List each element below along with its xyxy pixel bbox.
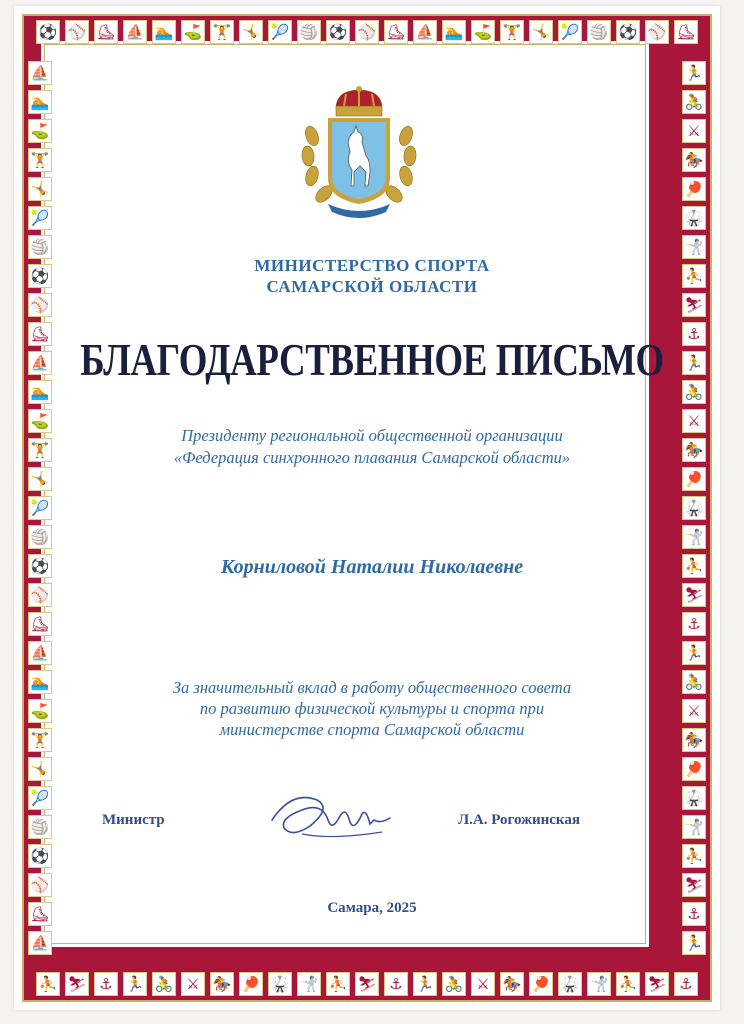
sport-pictogram-icon: ⛷ [355, 972, 379, 996]
sport-pictogram-icon: 🤺 [682, 525, 706, 549]
sport-pictogram-icon: ⛹ [326, 972, 350, 996]
sport-pictogram-icon: 🏊 [28, 90, 52, 114]
sport-pictogram-icon: ⚾ [28, 293, 52, 317]
sport-pictogram-icon: ⚓ [682, 322, 706, 346]
sport-pictogram-icon: 🥋 [682, 206, 706, 230]
sport-pictogram-icon: ⛷ [682, 583, 706, 607]
sport-pictogram-icon: 🏃 [682, 351, 706, 375]
sport-pictogram-icon: ⚔ [682, 699, 706, 723]
sport-pictogram-icon: ⛸ [94, 20, 118, 44]
sport-pictogram-icon: ⚾ [65, 20, 89, 44]
sport-pictogram-icon: ⛳ [28, 699, 52, 723]
sport-pictogram-icon: ⚽ [28, 844, 52, 868]
sport-pictogram-icon: 🏐 [297, 20, 321, 44]
sport-pictogram-icon: 🎾 [28, 786, 52, 810]
sport-pictogram-icon: 🤺 [587, 972, 611, 996]
sport-pictogram-icon: ⛵ [28, 61, 52, 85]
ministry-name-line1: МИНИСТЕРСТВО СПОРТА [254, 256, 490, 275]
sport-pictogram-icon: ⛵ [28, 351, 52, 375]
sport-pictogram-icon: 🏊 [28, 380, 52, 404]
sport-pictogram-icon: ⚾ [28, 583, 52, 607]
sport-pictogram-icon: 🥋 [558, 972, 582, 996]
sport-pictogram-icon: 🎾 [28, 206, 52, 230]
sport-pictogram-icon: ⚽ [326, 20, 350, 44]
sport-pictogram-icon: 🏇 [500, 972, 524, 996]
sport-pictogram-icon: 🏊 [28, 670, 52, 694]
sport-pictogram-icon: ⛳ [471, 20, 495, 44]
sport-pictogram-icon: ⚔ [181, 972, 205, 996]
sport-pictogram-icon: ⛷ [682, 873, 706, 897]
sport-pictogram-icon: 🤺 [297, 972, 321, 996]
sport-pictogram-icon: 🏃 [123, 972, 147, 996]
sport-pictogram-icon: 🏃 [413, 972, 437, 996]
sport-pictogram-icon: 🏓 [682, 757, 706, 781]
sport-pictogram-icon: ⛷ [645, 972, 669, 996]
sport-pictogram-icon: ⛹ [682, 844, 706, 868]
sport-pictogram-icon: ⛳ [181, 20, 205, 44]
sport-pictogram-icon: 🚴 [682, 90, 706, 114]
sport-pictogram-icon: 🤸 [28, 467, 52, 491]
sport-pictogram-icon: ⚓ [682, 612, 706, 636]
sport-pictogram-icon: 🏋 [210, 20, 234, 44]
reason-line3: министерстве спорта Самарской области [219, 720, 525, 739]
reason-line1: За значительный вклад в работу общественного совета [172, 678, 572, 697]
sport-pictogram-icon: 🏐 [587, 20, 611, 44]
sport-pictogram-icon: 🏃 [682, 931, 706, 955]
handwritten-signature [262, 780, 402, 844]
sport-pictogram-icon: ⛹ [36, 972, 60, 996]
sport-pictogram-icon: 🏃 [682, 641, 706, 665]
sport-pictogram-icon: 🏋 [28, 728, 52, 752]
sport-pictogram-icon: ⛸ [384, 20, 408, 44]
signer-position: Министр [102, 812, 165, 828]
sport-pictogram-icon: ⛹ [616, 972, 640, 996]
sport-pictogram-icon: ⚓ [94, 972, 118, 996]
recipient-name: Корниловой Наталии Николаевне [220, 556, 524, 578]
sport-pictogram-icon: ⛷ [682, 293, 706, 317]
sport-pictogram-icon: 🎾 [268, 20, 292, 44]
sport-pictogram-icon: 🚴 [152, 972, 176, 996]
sport-pictogram-icon: 🤸 [239, 20, 263, 44]
sport-pictogram-icon: ⛸ [674, 20, 698, 44]
sport-pictogram-icon: 🚴 [682, 670, 706, 694]
sport-pictogram-icon: ⛹ [682, 264, 706, 288]
sport-pictogram-icon: 🏊 [152, 20, 176, 44]
sport-pictogram-icon: 🥋 [682, 786, 706, 810]
sport-pictogram-icon: 🏇 [682, 148, 706, 172]
sport-pictogram-icon: ⚔ [471, 972, 495, 996]
sport-pictogram-icon: ⚓ [682, 902, 706, 926]
sport-pictogram-icon: ⚔ [682, 119, 706, 143]
sport-pictogram-icon: 🏇 [682, 728, 706, 752]
sport-pictogram-icon: 🚴 [442, 972, 466, 996]
sport-pictogram-icon: ⛵ [28, 931, 52, 955]
sport-pictogram-icon: ⛵ [413, 20, 437, 44]
sport-pictogram-icon: 🏃 [682, 61, 706, 85]
sport-pictogram-icon: 🤺 [682, 815, 706, 839]
sport-pictogram-icon: ⚽ [616, 20, 640, 44]
sport-pictogram-icon: 🏐 [28, 815, 52, 839]
sport-pictogram-icon: 🏓 [682, 177, 706, 201]
place-date: Самара, 2025 [327, 900, 417, 916]
sport-pictogram-icon: ⛳ [28, 119, 52, 143]
sport-pictogram-icon: 🏋 [500, 20, 524, 44]
reason-line2: по развитию физической культуры и спорта при [199, 699, 545, 718]
sport-pictogram-icon: ⛳ [28, 409, 52, 433]
sport-pictogram-icon: ⚔ [682, 409, 706, 433]
sport-pictogram-icon: ⛵ [123, 20, 147, 44]
sport-pictogram-icon: ⚽ [36, 20, 60, 44]
sport-pictogram-icon: ⚓ [674, 972, 698, 996]
addressee-line2: «Федерация синхронного плавания Самарской области» [173, 448, 571, 467]
sport-pictogram-icon: 🏐 [28, 235, 52, 259]
sport-pictogram-icon: 🏊 [442, 20, 466, 44]
sport-pictogram-icon: ⚾ [355, 20, 379, 44]
sport-pictogram-icon: 🤸 [529, 20, 553, 44]
sport-pictogram-icon: ⚽ [28, 554, 52, 578]
sport-pictogram-icon: 🤸 [28, 177, 52, 201]
samara-coat-of-arms-icon [298, 86, 420, 220]
sport-pictogram-icon: ⚾ [645, 20, 669, 44]
sport-pictogram-icon: ⚽ [28, 264, 52, 288]
sport-pictogram-icon: 🎾 [28, 496, 52, 520]
sport-pictogram-icon: 🏇 [682, 438, 706, 462]
sport-pictogram-icon: ⚾ [28, 873, 52, 897]
sport-pictogram-icon: 🏐 [28, 525, 52, 549]
sport-pictogram-icon: ⛵ [28, 641, 52, 665]
sport-pictogram-icon: ⛸ [28, 322, 52, 346]
sport-pictogram-icon: ⛹ [682, 554, 706, 578]
sport-pictogram-icon: 🏓 [529, 972, 553, 996]
sport-pictogram-icon: 🥋 [268, 972, 292, 996]
certificate-title: БЛАГОДАРСТВЕННОЕ ПИСЬМО [80, 335, 664, 385]
sport-pictogram-icon: ⚓ [384, 972, 408, 996]
addressee-line1: Президенту региональной общественной организации [181, 426, 563, 445]
sport-pictogram-icon: 🏋 [28, 438, 52, 462]
sport-pictogram-icon: 🏋 [28, 148, 52, 172]
sport-pictogram-icon: 🚴 [682, 380, 706, 404]
sport-pictogram-icon: ⛸ [28, 612, 52, 636]
sport-pictogram-icon: 🥋 [682, 496, 706, 520]
sport-pictogram-icon: 🎾 [558, 20, 582, 44]
sport-pictogram-icon: 🏇 [210, 972, 234, 996]
sport-pictogram-icon: ⛸ [28, 902, 52, 926]
sport-pictogram-icon: ⛷ [65, 972, 89, 996]
sport-pictogram-icon: 🤺 [682, 235, 706, 259]
sport-pictogram-icon: 🤸 [28, 757, 52, 781]
ministry-name-line2: САМАРСКОЙ ОБЛАСТИ [266, 277, 478, 296]
sport-pictogram-icon: 🏓 [682, 467, 706, 491]
signer-name: Л.А. Рогожинская [458, 812, 580, 828]
sport-pictogram-icon: 🏓 [239, 972, 263, 996]
